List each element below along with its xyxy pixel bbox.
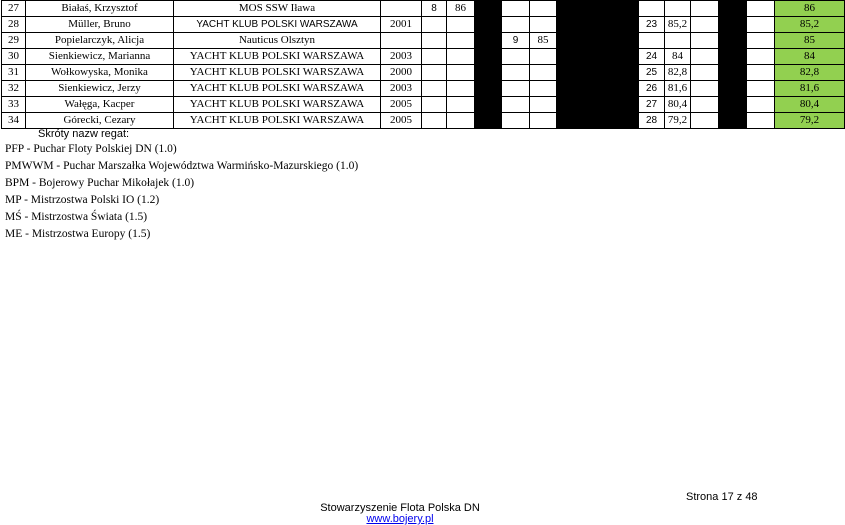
cell-club: YACHT KLUB POLSKI WARSZAWA bbox=[174, 49, 381, 65]
cell-pfp-points bbox=[447, 97, 475, 113]
cell-empty bbox=[747, 97, 775, 113]
ranking-table bbox=[1, 0, 845, 129]
cell-year: 2005 bbox=[381, 97, 422, 113]
cell-bpm-position: 24 bbox=[639, 49, 665, 65]
cell-pmwwm-position bbox=[502, 65, 530, 81]
cell-total-points: 82,8 bbox=[775, 65, 845, 81]
footer-website-link[interactable]: www.bojery.pl bbox=[366, 513, 434, 525]
legend-title: Skróty nazw regat: bbox=[38, 128, 130, 140]
cell-empty bbox=[747, 17, 775, 33]
cell-place: 30 bbox=[2, 49, 26, 65]
cell-place: 31 bbox=[2, 65, 26, 81]
cell-pfp-points bbox=[447, 81, 475, 97]
cell-blocked bbox=[557, 33, 585, 49]
cell-blocked bbox=[719, 33, 747, 49]
cell-club: YACHT KLUB POLSKI WARSZAWA bbox=[174, 97, 381, 113]
cell-pfp-points bbox=[447, 33, 475, 49]
cell-bpm-position: 27 bbox=[639, 97, 665, 113]
cell-blocked bbox=[612, 17, 639, 33]
cell-bpm-points: 81,6 bbox=[665, 81, 691, 97]
cell-pmwwm-points bbox=[530, 113, 557, 129]
cell-total-points: 80,4 bbox=[775, 97, 845, 113]
cell-blocked bbox=[585, 65, 612, 81]
table-row bbox=[2, 65, 845, 81]
cell-bpm-position: 25 bbox=[639, 65, 665, 81]
footer bbox=[0, 503, 800, 525]
legend-item-bpm: BPM - Bojerowy Puchar Mikołajek (1.0) bbox=[5, 177, 195, 189]
cell-blocked bbox=[475, 1, 502, 17]
cell-empty bbox=[691, 81, 719, 97]
cell-empty bbox=[691, 17, 719, 33]
cell-place: 32 bbox=[2, 81, 26, 97]
cell-bpm-position bbox=[639, 1, 665, 17]
cell-blocked bbox=[612, 81, 639, 97]
cell-empty bbox=[747, 49, 775, 65]
cell-blocked bbox=[719, 113, 747, 129]
cell-blocked bbox=[719, 97, 747, 113]
cell-pfp-points bbox=[447, 113, 475, 129]
cell-pfp-position bbox=[422, 97, 447, 113]
cell-bpm-points: 79,2 bbox=[665, 113, 691, 129]
cell-pfp-position bbox=[422, 49, 447, 65]
cell-bpm-points: 82,8 bbox=[665, 65, 691, 81]
cell-pfp-points bbox=[447, 65, 475, 81]
cell-empty bbox=[691, 1, 719, 17]
cell-place: 34 bbox=[2, 113, 26, 129]
cell-blocked bbox=[585, 1, 612, 17]
cell-pfp-position bbox=[422, 113, 447, 129]
cell-pmwwm-position bbox=[502, 1, 530, 17]
footer-org: Stowarzyszenie Flota Polska DN bbox=[320, 502, 480, 514]
cell-total-points: 85 bbox=[775, 33, 845, 49]
cell-blocked bbox=[612, 65, 639, 81]
cell-blocked bbox=[557, 49, 585, 65]
ranking-table-body bbox=[2, 1, 845, 129]
cell-pfp-position: 8 bbox=[422, 1, 447, 17]
legend-item-ms: MŚ - Mistrzostwa Świata (1.5) bbox=[5, 211, 148, 223]
cell-blocked bbox=[475, 97, 502, 113]
cell-pfp-position bbox=[422, 17, 447, 33]
cell-pmwwm-position bbox=[502, 17, 530, 33]
cell-bpm-position: 23 bbox=[639, 17, 665, 33]
cell-blocked bbox=[557, 17, 585, 33]
cell-competitor-name: Białaś, Krzysztof bbox=[26, 1, 174, 17]
cell-year: 2003 bbox=[381, 49, 422, 65]
cell-competitor-name: Sienkiewicz, Marianna bbox=[26, 49, 174, 65]
table-row bbox=[2, 1, 845, 17]
legend-item-pfp: PFP - Puchar Floty Polskiej DN (1.0) bbox=[5, 143, 177, 155]
cell-blocked bbox=[612, 33, 639, 49]
table-row bbox=[2, 33, 845, 49]
cell-pfp-position bbox=[422, 33, 447, 49]
cell-bpm-points: 84 bbox=[665, 49, 691, 65]
cell-blocked bbox=[585, 97, 612, 113]
cell-competitor-name: Wołkowyska, Monika bbox=[26, 65, 174, 81]
cell-total-points: 84 bbox=[775, 49, 845, 65]
cell-blocked bbox=[475, 81, 502, 97]
cell-pmwwm-position: 9 bbox=[502, 33, 530, 49]
cell-year: 2005 bbox=[381, 113, 422, 129]
cell-pmwwm-points bbox=[530, 81, 557, 97]
cell-pmwwm-position bbox=[502, 113, 530, 129]
cell-bpm-points: 80,4 bbox=[665, 97, 691, 113]
cell-pmwwm-points bbox=[530, 1, 557, 17]
cell-year: 2001 bbox=[381, 17, 422, 33]
cell-competitor-name: Górecki, Cezary bbox=[26, 113, 174, 129]
cell-total-points: 86 bbox=[775, 1, 845, 17]
cell-bpm-position: 28 bbox=[639, 113, 665, 129]
cell-club: YACHT KLUB POLSKI WARSZAWA bbox=[174, 81, 381, 97]
cell-pfp-position bbox=[422, 81, 447, 97]
cell-blocked bbox=[585, 81, 612, 97]
cell-club: MOS SSW Iława bbox=[174, 1, 381, 17]
legend-item-pmwwm: PMWWM - Puchar Marszałka Województwa Warmińsko-Mazurskiego (1.0) bbox=[5, 160, 359, 172]
cell-bpm-points bbox=[665, 1, 691, 17]
cell-year bbox=[381, 33, 422, 49]
cell-bpm-points: 85,2 bbox=[665, 17, 691, 33]
cell-empty bbox=[747, 113, 775, 129]
cell-club: YACHT KLUB POLSKI WARSZAWA bbox=[174, 113, 381, 129]
cell-bpm-points bbox=[665, 33, 691, 49]
table-row bbox=[2, 97, 845, 113]
cell-blocked bbox=[557, 97, 585, 113]
table-row bbox=[2, 113, 845, 129]
cell-competitor-name: Sienkiewicz, Jerzy bbox=[26, 81, 174, 97]
cell-blocked bbox=[612, 97, 639, 113]
cell-pmwwm-points: 85 bbox=[530, 33, 557, 49]
cell-place: 33 bbox=[2, 97, 26, 113]
cell-blocked bbox=[719, 49, 747, 65]
cell-pmwwm-position bbox=[502, 97, 530, 113]
table-row bbox=[2, 49, 845, 65]
cell-pmwwm-points bbox=[530, 97, 557, 113]
cell-year bbox=[381, 1, 422, 17]
table-row bbox=[2, 17, 845, 33]
cell-pmwwm-points bbox=[530, 17, 557, 33]
legend-list bbox=[5, 140, 358, 242]
cell-competitor-name: Müller, Bruno bbox=[26, 17, 174, 33]
cell-blocked bbox=[475, 65, 502, 81]
cell-blocked bbox=[585, 113, 612, 129]
cell-blocked bbox=[585, 33, 612, 49]
cell-pmwwm-points bbox=[530, 65, 557, 81]
table-row bbox=[2, 81, 845, 97]
cell-pfp-points: 86 bbox=[447, 1, 475, 17]
cell-empty bbox=[747, 81, 775, 97]
cell-empty bbox=[691, 49, 719, 65]
cell-blocked bbox=[612, 49, 639, 65]
cell-club: YACHT KLUB POLSKI WARSZAWA bbox=[174, 65, 381, 81]
cell-pmwwm-position bbox=[502, 81, 530, 97]
cell-place: 28 bbox=[2, 17, 26, 33]
cell-club: YACHT KLUB POLSKI WARSZAWA bbox=[174, 17, 381, 33]
cell-blocked bbox=[585, 49, 612, 65]
cell-blocked bbox=[475, 33, 502, 49]
cell-pfp-points bbox=[447, 17, 475, 33]
cell-competitor-name: Popielarczyk, Alicja bbox=[26, 33, 174, 49]
cell-pmwwm-position bbox=[502, 49, 530, 65]
cell-competitor-name: Wałęga, Kacper bbox=[26, 97, 174, 113]
cell-total-points: 81,6 bbox=[775, 81, 845, 97]
cell-empty bbox=[691, 65, 719, 81]
page-number: Strona 17 z 48 bbox=[686, 491, 758, 503]
cell-empty bbox=[691, 97, 719, 113]
cell-place: 29 bbox=[2, 33, 26, 49]
cell-blocked bbox=[557, 1, 585, 17]
cell-blocked bbox=[719, 65, 747, 81]
cell-blocked bbox=[612, 1, 639, 17]
cell-year: 2003 bbox=[381, 81, 422, 97]
legend-item-me: ME - Mistrzostwa Europy (1.5) bbox=[5, 228, 151, 240]
cell-empty bbox=[747, 33, 775, 49]
cell-bpm-position: 26 bbox=[639, 81, 665, 97]
cell-empty bbox=[747, 1, 775, 17]
cell-blocked bbox=[719, 17, 747, 33]
cell-blocked bbox=[557, 65, 585, 81]
cell-blocked bbox=[475, 113, 502, 129]
cell-empty bbox=[691, 113, 719, 129]
cell-bpm-position bbox=[639, 33, 665, 49]
cell-blocked bbox=[585, 17, 612, 33]
cell-year: 2000 bbox=[381, 65, 422, 81]
cell-club: Nauticus Olsztyn bbox=[174, 33, 381, 49]
cell-pfp-points bbox=[447, 49, 475, 65]
cell-blocked bbox=[719, 1, 747, 17]
cell-empty bbox=[691, 33, 719, 49]
cell-blocked bbox=[557, 113, 585, 129]
cell-empty bbox=[747, 65, 775, 81]
cell-blocked bbox=[475, 49, 502, 65]
cell-total-points: 79,2 bbox=[775, 113, 845, 129]
cell-blocked bbox=[612, 113, 639, 129]
cell-pfp-position bbox=[422, 65, 447, 81]
cell-total-points: 85,2 bbox=[775, 17, 845, 33]
cell-pmwwm-points bbox=[530, 49, 557, 65]
cell-place: 27 bbox=[2, 1, 26, 17]
cell-blocked bbox=[557, 81, 585, 97]
cell-blocked bbox=[475, 17, 502, 33]
cell-blocked bbox=[719, 81, 747, 97]
legend-item-mp: MP - Mistrzostwa Polski IO (1.2) bbox=[5, 194, 160, 206]
